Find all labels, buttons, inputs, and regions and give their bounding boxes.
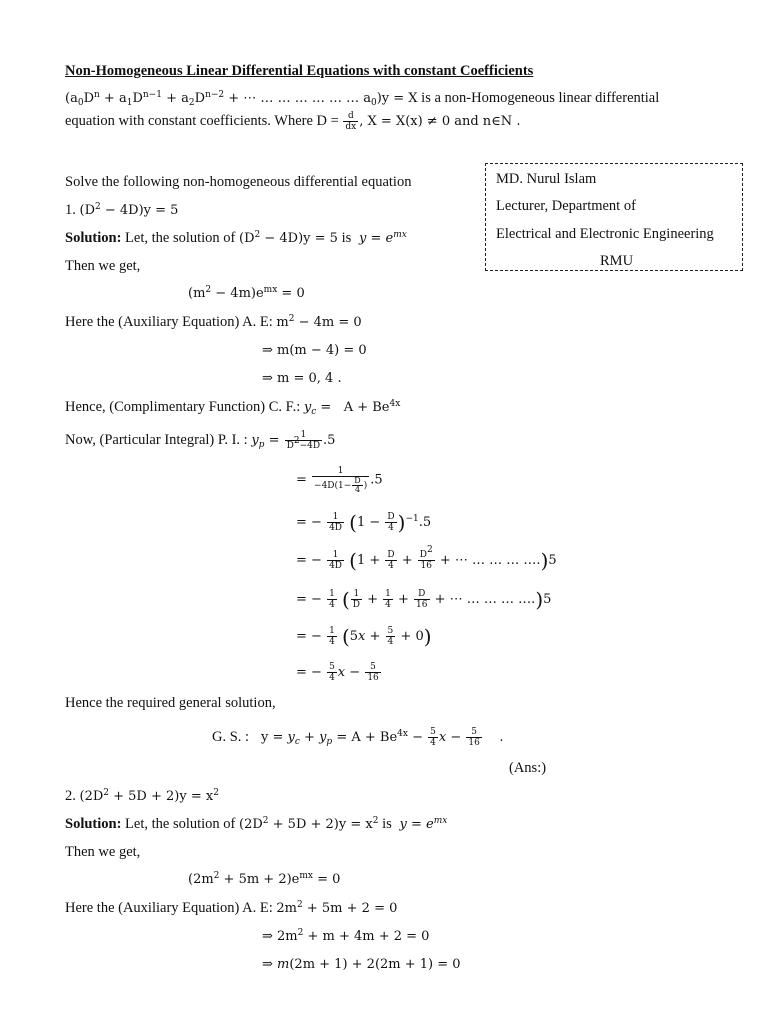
problem1-ans: (Ans:): [509, 760, 547, 776]
problem2-solution-line: Solution: Let, the solution of $(2D^2 + 5D + 2)y = x^2$ is $y = e^{mx}$: [65, 816, 448, 832]
pi-step4: = − $\frac{1}{4}$ ( $\frac{1}{D}$ + $\frac{1}{4}$ + $\frac{D}{16}$ + ⋯ … … … ….)5: [296, 587, 552, 612]
problem1-statement: 1. $(D^2 - 4D)y = 5$: [65, 202, 179, 218]
author-name: MD. Nurul Islam: [496, 171, 597, 187]
problem1-solution-line: Solution: Let, the solution of $(D^2 - 4D)y = 5$ is $y = e^{mx}$: [65, 230, 407, 246]
problem2-char-eq: $(2m^2 + 5m + 2)e^{mx} = 0$: [188, 871, 341, 887]
problem1-general-text: Hence the required general solution,: [65, 695, 276, 711]
pi-step1: = 1 −4D(1− $\frac{D}{4}$ ) .5: [296, 466, 383, 494]
problem1-then: Then we get,: [65, 258, 141, 274]
problem2-statement: 2. $(2D^2 + 5D + 2)y = x^2$: [65, 788, 219, 804]
problem1-ae-step2: ⇒ m = 0, 4 .: [262, 371, 342, 386]
problem1-ae-step1: ⇒ m(m − 4) = 0: [262, 343, 367, 358]
intro-line-1: ($a_0D^n + a_1D^{n-1} + a_2D^{n-2}$ + ⋯ … … … … … … $a_0)y = X$ is a non-Homogeneous linear differential: [65, 90, 660, 108]
pi-step5: = − $\frac{1}{4}$ (5x + $\frac{5}{4}$ + 0): [296, 624, 432, 649]
intro-text-2: equation with constant coefficients. Where D =: [65, 112, 339, 129]
problem1-pi: Now, (Particular Integral) P. I. : $y_p$ = $\frac{1}{D^2-4D}$ .5: [65, 430, 336, 451]
d-dx-fraction: $\frac{d}{dx}$: [345, 111, 357, 132]
page-title: Non-Homogeneous Linear Differential Equations with constant Coefficients: [65, 63, 534, 79]
author-box: [485, 163, 743, 271]
problem1-char-eq: $(m^2 - 4m)e^{mx} = 0$: [188, 285, 305, 301]
intro-text-1: is a non-Homogeneous linear differential: [421, 90, 660, 106]
problem-intro: Solve the following non-homogeneous differential equation: [65, 174, 412, 190]
problem1-general-solution: G. S. : $y = y_c + y_p = A + Be^{4x}$ − $\frac{5}{4}$ x − $\frac{5}{16}$ .: [212, 727, 504, 748]
pi-step2: = − $\frac{1}{4D}$ (1 − $\frac{D}{4}$ )$^{-1}$.5: [296, 510, 432, 535]
problem1-ae: Here the (Auxiliary Equation) A. E: $m^2 - 4m = 0$: [65, 314, 362, 330]
problem2-ae-step2: ⇒ m(2m + 1) + 2(2m + 1) = 0: [262, 957, 461, 972]
author-position: Lecturer, Department of: [496, 198, 636, 214]
problem2-ae-step1: ⇒ $2m^2 + m + 4m + 2 = 0$: [262, 928, 430, 944]
problem1-cf: Hence, (Complimentary Function) C. F.: $y_c = A + Be^{4x}$: [65, 399, 401, 417]
pi-step3: = − $\frac{1}{4D}$ (1 + $\frac{D}{4}$ + $\frac{D^2}{16}$ + ⋯ … … … ….)5: [296, 545, 557, 573]
intro-text-2-rest: , X = X(x) ≠ 0 and n∈N .: [359, 113, 521, 129]
intro-line-2: [65, 111, 520, 132]
pi-step6: = − $\frac{5}{4}$ x − $\frac{5}{16}$: [296, 662, 379, 683]
problem2-then: Then we get,: [65, 844, 141, 860]
author-department: Electrical and Electronic Engineering: [496, 226, 714, 242]
author-institution: RMU: [600, 253, 634, 269]
problem2-ae: Here the (Auxiliary Equation) A. E: $2m^2 + 5m + 2 = 0$: [65, 900, 398, 916]
